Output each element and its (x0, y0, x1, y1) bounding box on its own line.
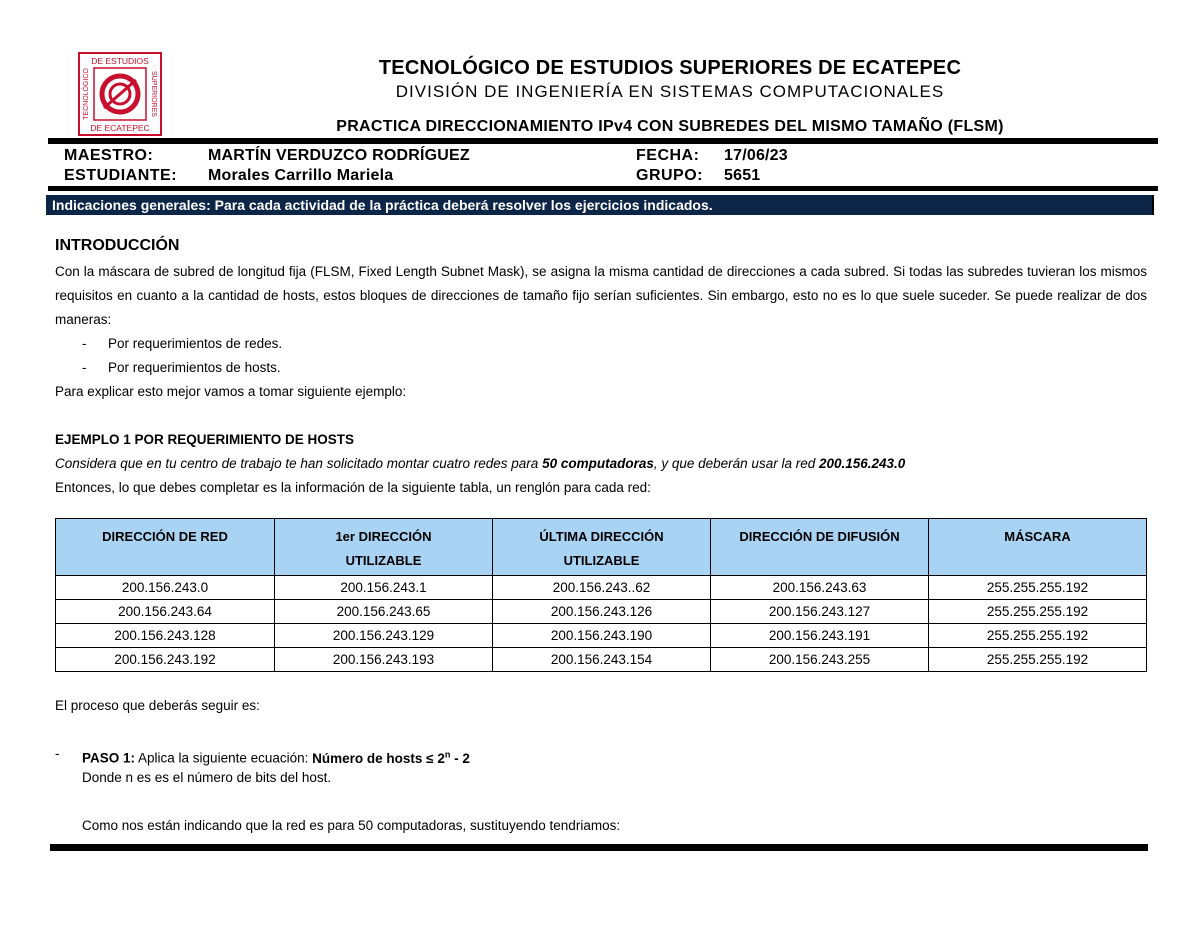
table-cell: 200.156.243.127 (711, 600, 929, 624)
table-cell: 200.156.243.255 (711, 648, 929, 672)
logo-text-left: TECNOLÓGICO (83, 68, 90, 120)
institution-title: TECNOLÓGICO DE ESTUDIOS SUPERIORES DE ECATEPEC (378, 57, 962, 79)
table-cell: 200.156.243.193 (275, 648, 493, 672)
scenario-text-1: Considera que en tu centro de trabajo te han solicitado montar cuatro redes para (55, 456, 543, 471)
table-cell: 255.255.255.192 (929, 576, 1147, 600)
table-instruction: Entonces, lo que debes completar es la información de la siguiente tabla, un renglón para cada red: (55, 480, 651, 495)
table-cell: 200.156.243..62 (493, 576, 711, 600)
table-cell: 200.156.243.190 (493, 624, 711, 648)
header-top-rule (48, 138, 1158, 144)
example-scenario (55, 452, 905, 476)
group-value: 5651 (724, 167, 761, 184)
student-label: ESTUDIANTE: (64, 167, 178, 184)
table-cell: 200.156.243.154 (493, 648, 711, 672)
date-value: 17/06/23 (724, 147, 788, 164)
header-last-usable: ÚLTIMA DIRECCIÓN UTILIZABLE (493, 519, 711, 576)
process-lead: El proceso que deberás seguir es: (55, 698, 260, 713)
info-bottom-rule (48, 186, 1158, 191)
intro-heading: INTRODUCCIÓN (55, 237, 180, 254)
teacher-label: MAESTRO: (64, 147, 154, 164)
step1-formula: Número de hosts ≤ $2^n - 2$ (312, 749, 470, 766)
header-mask: MÁSCARA (929, 519, 1147, 576)
table-cell: 200.156.243.191 (711, 624, 929, 648)
group-label: GRUPO: (636, 167, 703, 184)
table-cell: 200.156.243.192 (56, 648, 275, 672)
substitution-text: Como nos están indicando que la red es para 50 computadoras, sustituyendo tendriamos: (82, 818, 621, 833)
table-cell: 200.156.243.129 (275, 624, 493, 648)
table-cell: 200.156.243.0 (56, 576, 275, 600)
step1-label: PASO 1: (82, 750, 136, 766)
date-label: FECHA: (636, 147, 700, 164)
header-first-usable: 1er DIRECCIÓN UTILIZABLE (275, 519, 493, 576)
step-marker: - (55, 746, 60, 761)
table-cell: 200.156.243.64 (56, 600, 275, 624)
division-title: DIVISIÓN DE INGENIERÍA EN SISTEMAS COMPUTACIONALES (395, 82, 945, 101)
table-row (56, 624, 1147, 648)
example-lead: Para explicar esto mejor vamos a tomar siguiente ejemplo: (55, 384, 407, 399)
table-row (56, 648, 1147, 672)
student-value: Morales Carrillo Mariela (208, 167, 394, 184)
intro-bullet-2: Por requerimientos de hosts. (108, 360, 281, 375)
table-row (56, 600, 1147, 624)
scenario-bold-computers: 50 computadoras (542, 456, 654, 471)
table-row (56, 576, 1147, 600)
general-instructions-banner: Indicaciones generales: Para cada actividad de la práctica deberá resolver los ejercicios indicados. (46, 195, 1154, 215)
logo-text-top: DE ESTUDIOS (91, 56, 149, 66)
header-network-address: DIRECCIÓN DE RED (56, 519, 275, 576)
table-cell: 200.156.243.63 (711, 576, 929, 600)
teacher-value: MARTÍN VERDUZCO RODRÍGUEZ (208, 147, 470, 164)
table-cell: 200.156.243.65 (275, 600, 493, 624)
table-cell: 255.255.255.192 (929, 600, 1147, 624)
practice-title: PRACTICA DIRECCIONAMIENTO IPv4 CON SUBREDES DEL MISMO TAMAÑO (FLSM) (336, 118, 1004, 135)
scenario-text-2: , y que deberán usar la red (653, 456, 819, 471)
table-cell: 200.156.243.1 (275, 576, 493, 600)
footer-rule (50, 844, 1148, 851)
step1-note: Donde n es es el número de bits del host. (82, 770, 332, 785)
intro-paragraph: Con la máscara de subred de longitud fija (FLSM, Fixed Length Subnet Mask), se asigna la misma cantidad de direcciones a cada subred. Si todas las subredes tuvieran los mismos requisitos en cuanto a la cantidad de hosts, estos bloques de direcciones de tamaño fijo serían suficientes. Sin embargo, esto no es lo que suele suceder. Se puede realizar de dos maneras: (55, 264, 1147, 327)
bullet-marker-2: - (82, 360, 87, 375)
example-heading: EJEMPLO 1 POR REQUERIMIENTO DE HOSTS (55, 432, 355, 447)
scenario-bold-network: 200.156.243.0 (818, 456, 906, 471)
table-cell: 255.255.255.192 (929, 648, 1147, 672)
intro-bullet-1: Por requerimientos de redes. (108, 336, 283, 351)
logo-text-bottom: DE ECATEPEC (90, 123, 150, 133)
table-cell: 200.156.243.128 (56, 624, 275, 648)
logo-text-right: SUPERIORES (150, 71, 157, 117)
step1-exponent: n (444, 749, 451, 759)
table-cell: 255.255.255.192 (929, 624, 1147, 648)
institution-logo (78, 52, 162, 136)
header-broadcast-address: DIRECCIÓN DE DIFUSIÓN (711, 519, 929, 576)
table-header-row (56, 519, 1147, 576)
subnet-table (55, 518, 1147, 672)
step1-text: Aplica la siguiente ecuación: (135, 750, 313, 766)
bullet-marker-1: - (82, 336, 87, 351)
table-cell: 200.156.243.126 (493, 600, 711, 624)
